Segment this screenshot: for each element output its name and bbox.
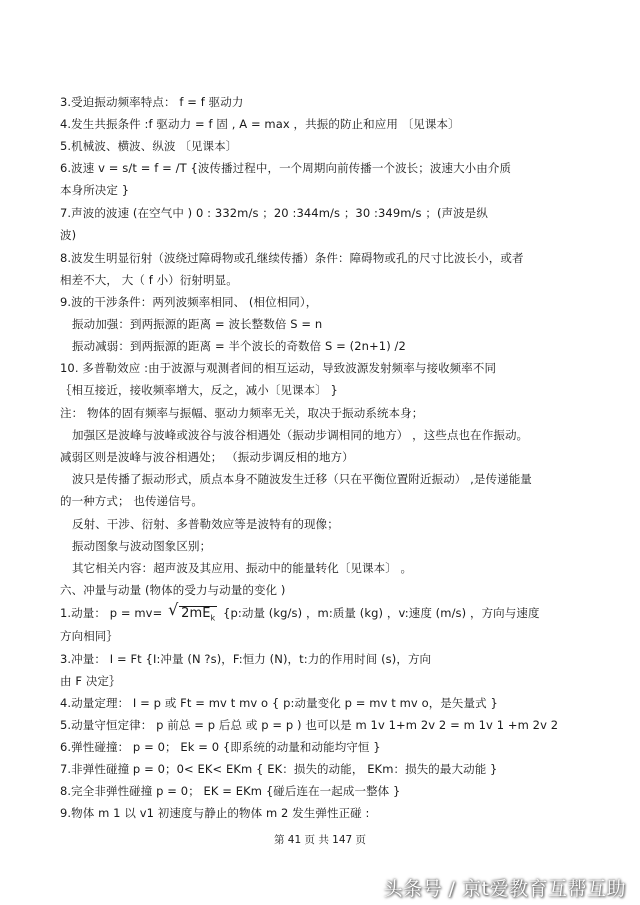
text-line: 振动减弱：到两振源的距离 = 半个波长的奇数倍 S = (2n+1) /2 (72, 339, 406, 353)
text-line: 8.完全非弹性碰撞 p = 0； EK = EKm {碰后连在一起成一整体 } (60, 784, 401, 798)
text-line: 3.受迫振动频率特点： f = f 驱动力 (60, 95, 244, 109)
text-line: 5.机械波、横波、纵波 〔见课本〕 (60, 139, 238, 153)
text-line: 方向相同｝ (60, 629, 118, 643)
text-line: 7.非弹性碰撞 p = 0；0< EK< EKm { EK：损失的动能， EKm：损失的最大动能 } (60, 762, 498, 776)
text-line: 9.物体 m 1 以 v1 初速度与静止的物体 m 2 发生弹性正碰 : (60, 806, 370, 820)
text-line: 7.声波的波速 (在空气中 ) 0 : 332m/s ；20 :344m/s ；30 :349m/s ；(声波是纵 (60, 206, 488, 220)
text-line: 的一种方式； 也传递信号。 (60, 494, 203, 508)
text-line: 由 F 决定｝ (60, 674, 121, 688)
text-line: 振动图象与波动图象区别； (72, 539, 212, 553)
momentum-prefix: 1.动量： p = mv= (60, 606, 163, 620)
text-line: ｛相互接近，接收频率增大，反之，减小〔见课本〕 } (60, 383, 338, 397)
text-line: 6.波速 v = s/t = f = /T {波传播过程中，一个周期向前传播一个波长；波速大小由介质 (60, 161, 512, 175)
text-line: 减弱区则是波峰与波谷相遇处； （振动步调反相的地方） (60, 450, 354, 464)
page-number: 第 41 页 共 147 页 (273, 834, 367, 846)
text-line: 波) (60, 228, 77, 242)
watermark-text: 头条号 / 京t爱教育互帮互助 (383, 878, 626, 900)
text-line: 10. 多普勒效应 :由于波源与观测者间的相互运动，导致波源发射频率与接收频率不同 (60, 361, 497, 375)
text-line: 6.弹性碰撞： p = 0； Ek = 0 {即系统的动量和动能均守恒 } (60, 740, 381, 754)
text-line: 8.波发生明显衍射（波绕过障碍物或孔继续传播）条件：障碍物或孔的尺寸比波长小，或者 (60, 251, 524, 265)
text-line: 反射、干涉、衍射、多普勒效应等是波特有的现像； (72, 517, 339, 531)
text-line: 其它相关内容：超声波及其应用、振动中的能量转化〔见课本〕 。 (72, 561, 413, 575)
text-line: 5.动量守恒定律： p 前总 = p 后总 或 p = p ) 也可以是 m 1v 1+m 2v 2 = m 1v 1 +m 2v 2 (60, 718, 559, 732)
momentum-suffix: {p:动量 (kg/s) ，m:质量 (kg) ，v:速度 (m/s) ，方向与速度 (223, 606, 540, 620)
text-line: 9.波的干涉条件：两列波频率相同、 (相位相同）， (60, 295, 318, 309)
section-heading: 六、冲量与动量 (物体的受力与动量的变化 ) (60, 583, 286, 597)
text-line: 4.发生共振条件 :f 驱动力 = f 固 , A = max ，共振的防止和应用 〔见课本〕 (60, 117, 460, 131)
text-line: 相差不大， 大（ f 小）衍射明显。 (60, 273, 238, 287)
text-line: 振动加强：到两振源的距离 = 波长整数倍 S = n (72, 317, 323, 331)
text-line: 波只是传播了振动形式，质点本身不随波发生迁移（只在平衡位置附近振动） ,是传递能量 (72, 472, 532, 486)
text-line: 3.冲量： I = Ft {I:冲量 (N ?s)，F:恒力 (N)，t:力的作用时间 (s)，方向 (60, 652, 432, 666)
radicand: $2mE_k$ (179, 606, 217, 626)
sqrt-expression (168, 600, 217, 626)
text-line: 加强区是波峰与波峰或波谷与波谷相遇处（振动步调相同的地方） ，这些点也在作振动。 (72, 428, 529, 442)
text-line: 4.动量定理： I = p 或 Ft = mv t mv o { p:动量变化 p = mv t mv o，是矢量式 } (60, 696, 498, 710)
text-line: 本身所决定 } (60, 183, 130, 197)
momentum-formula-line (60, 600, 540, 626)
text-line: 注： 物体的固有频率与振幅、驱动力频率无关，取决于振动系统本身； (60, 406, 424, 420)
radical-sign-icon: √ (168, 600, 179, 619)
